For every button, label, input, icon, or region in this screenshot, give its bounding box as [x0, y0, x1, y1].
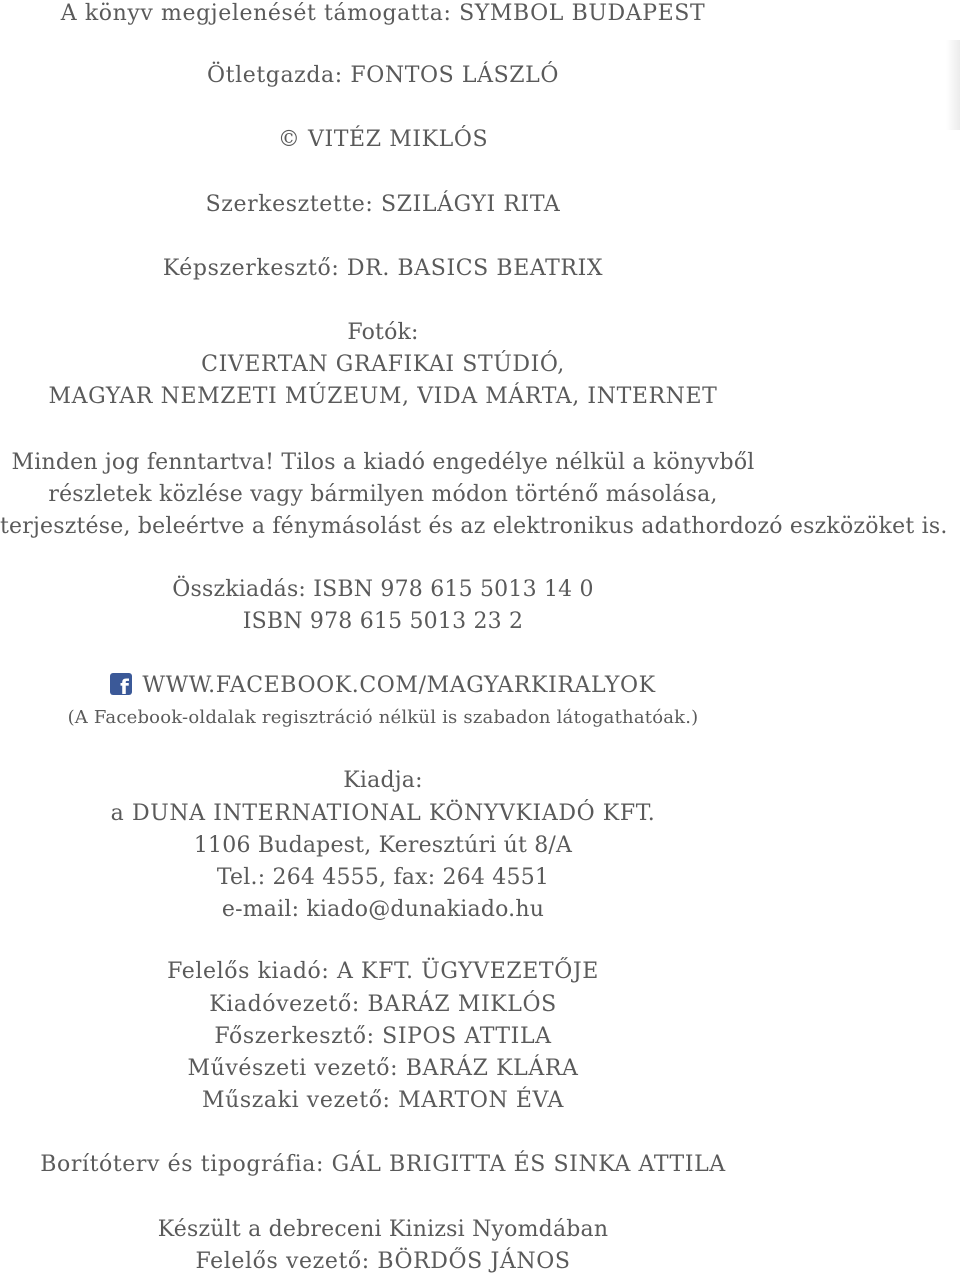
idea-line: Ötletgazda: FONTOS LÁSZLÓ [207, 63, 559, 88]
support-line: A könyv megjelenését támogatta: SYMBOL BUDAPEST [60, 1, 706, 26]
rights-line-1: Minden jog fenntartva! Tilos a kiadó engedélye nélkül a könyvből [11, 450, 755, 475]
rights-line-3: terjesztése, beleértve a fénymásolást és az elektronikus adathordozó eszközöket is. [0, 514, 948, 539]
editor-in-chief-line: Főszerkesztő: SIPOS ATTILA [214, 1024, 552, 1049]
phone-line: Tel.: 264 4555, fax: 264 4551 [216, 865, 550, 890]
facebook-note: (A Facebook-oldalak regisztráció nélkül is szabadon látogathatóak.) [67, 707, 699, 728]
picture-editor-line: Képszerkesztő: DR. BASICS BEATRIX [162, 256, 604, 281]
facebook-link[interactable]: WWW.FACEBOOK.COM/MAGYARKIRALYOK [142, 673, 656, 698]
email-line[interactable]: e-mail: kiado@dunakiado.hu [221, 897, 545, 922]
facebook-icon [110, 673, 132, 695]
page-edge-shadow [946, 40, 960, 130]
printing-manager-line: Felelős vezető: BÖRDŐS JÁNOS [195, 1249, 571, 1274]
isbn-total-line: Összkiadás: ISBN 978 615 5013 14 0 [172, 577, 594, 602]
printing-line: Készült a debreceni Kinizsi Nyomdában [157, 1217, 609, 1242]
cover-design-line: Borítóterv és tipográfia: GÁL BRIGITTA ÉS SINKA ATTILA [40, 1152, 726, 1177]
publisher-name: a DUNA INTERNATIONAL KÖNYVKIADÓ KFT. [110, 801, 656, 826]
rights-line-2: részletek közlése vagy bármilyen módon történő másolása, [48, 482, 718, 507]
facebook-row[interactable] [0, 672, 766, 700]
isbn-line: ISBN 978 615 5013 23 2 [242, 609, 524, 634]
editor-line: Szerkesztette: SZILÁGYI RITA [205, 192, 561, 217]
address-line: 1106 Budapest, Keresztúri út 8/A [193, 833, 573, 858]
publishing-director-line: Kiadóvezető: BARÁZ MIKLÓS [209, 992, 557, 1017]
copyright-line: © VITÉZ MIKLÓS [277, 127, 489, 152]
art-director-line: Művészeti vezető: BARÁZ KLÁRA [187, 1056, 579, 1081]
photos-line-1: CIVERTAN GRAFIKAI STÚDIÓ, [201, 352, 565, 377]
photos-line-2: MAGYAR NEMZETI MÚZEUM, VIDA MÁRTA, INTERNET [48, 384, 718, 409]
responsible-publisher-line: Felelős kiadó: A KFT. ÜGYVEZETŐJE [167, 959, 599, 984]
publisher-label: Kiadja: [343, 768, 423, 793]
technical-director-line: Műszaki vezető: MARTON ÉVA [201, 1088, 565, 1113]
photos-label: Fotók: [347, 320, 419, 345]
